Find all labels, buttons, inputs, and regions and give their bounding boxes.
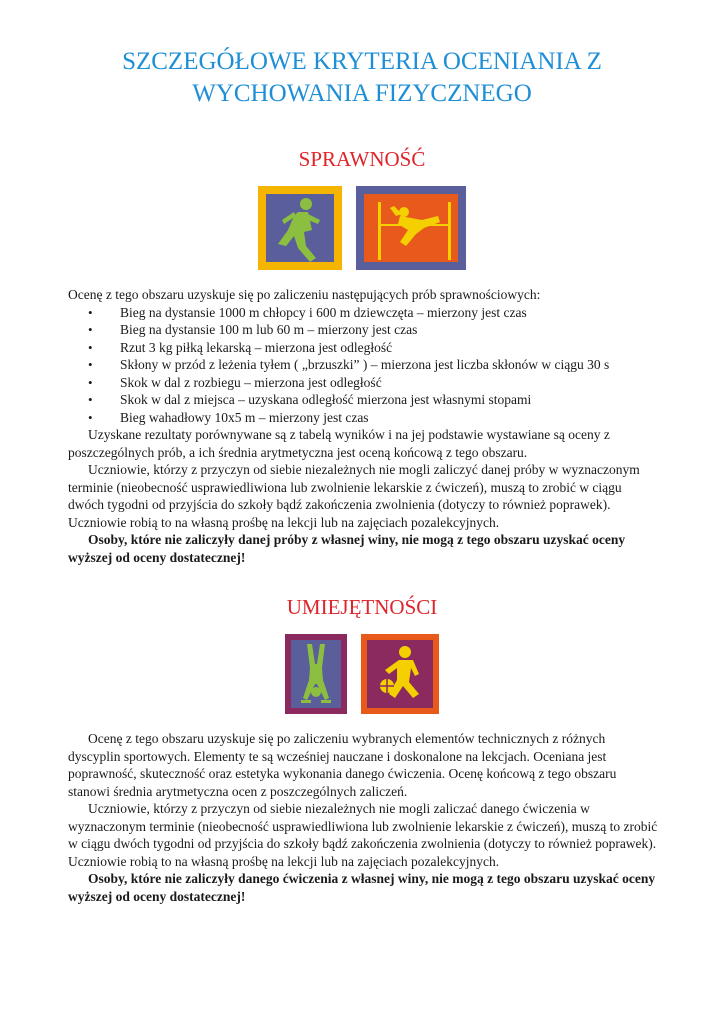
list-item: • Bieg na dystansie 100 m lub 60 m – mierzony jest czas	[68, 321, 658, 339]
title-line-1: SZCZEGÓŁOWE KRYTERIA OCENIANIA Z	[122, 48, 602, 75]
list-item: • Bieg wahadłowy 10x5 m – mierzony jest czas	[68, 409, 658, 427]
list-item: • Skok w dal z rozbiegu – mierzona jest odległość	[68, 374, 658, 392]
sprawnosc-warning: Osoby, które nie zaliczyły danej próby z własnej winy, nie mogą z tego obszaru uzyskać oceny wyższej od oceny dostatecznej!	[68, 532, 626, 565]
runner-icon	[258, 186, 342, 270]
umiejetnosci-text	[68, 730, 658, 905]
sprawnosc-paragraph-1: Uzyskane rezultaty porównywane są z tabelą wyników i na jej podstawie wystawiane są oceny z poszczególnych prób, a ich średnia arytmetyczna jest oceną końcową z tego obszaru.	[68, 427, 610, 460]
list-item: • Skok w dal z miejsca – uzyskana odległość mierzona jest własnymi stopami	[68, 391, 658, 409]
section-heading-umiejetnosci: UMIEJĘTNOŚCI	[286, 595, 438, 619]
umiejetnosci-icons	[0, 634, 724, 714]
list-item: • Skłony w przód z leżenia tyłem ( „brzuszki” ) – mierzona jest liczba skłonów w ciągu 30 s	[68, 356, 658, 374]
list-item: • Rzut 3 kg piłką lekarską – mierzona jest odległość	[68, 339, 658, 357]
umiejetnosci-warning: Osoby, które nie zaliczyły danego ćwiczenia z własnej winy, nie mogą z tego obszaru uzyskać oceny wyższej od oceny dostatecznej!	[68, 871, 656, 904]
section-heading-sprawnosc: SPRAWNOŚĆ	[298, 147, 426, 171]
basketball-player-icon	[361, 634, 439, 714]
sprawnosc-intro: Ocenę z tego obszaru uzyskuje się po zaliczeniu następujących prób sprawnościowych:	[68, 287, 541, 302]
high-jumper-icon	[356, 186, 466, 270]
umiejetnosci-paragraph-1: Ocenę z tego obszaru uzyskuje się po zaliczeniu wybranych elementów technicznych z różnych dyscyplin sportowych. Elementy te są wcześniej nauczane i doskonalone na lekcjach. Oceniana jest poprawność, skuteczność oraz estetyka wykonania danego ćwiczenia. Ocenę końcową z tego obszaru stanowi średnia arytmetyczna ocen z poszczególnych zaliczeń.	[68, 731, 617, 799]
tests-list	[68, 304, 658, 427]
page-title	[40, 46, 684, 110]
sprawnosc-icons	[0, 186, 724, 270]
sprawnosc-paragraph-2: Uczniowie, którzy z przyczyn od siebie niezależnych nie mogli zaliczyć danej próby w wyznaczonym terminie (nieobecność usprawiedliwiona lub zwolnienie lekarskie z ćwiczeń), muszą to zrobić w ciągu dwóch tygodni od przyjścia do szkoły bądź zakończenia zwolnienia (dotyczy to również poprawek). Uczniowie robią to na własną prośbę na lekcji lub na zajęciach pozalekcyjnych.	[68, 462, 640, 530]
sprawnosc-text	[68, 286, 658, 566]
handstand-gymnast-icon	[285, 634, 347, 714]
title-line-2: WYCHOWANIA FIZYCZNEGO	[192, 80, 532, 107]
list-item: • Bieg na dystansie 1000 m chłopcy i 600 m dziewczęta – mierzony jest czas	[68, 304, 658, 322]
umiejetnosci-paragraph-2: Uczniowie, którzy z przyczyn od siebie niezależnych nie mogli zaliczać danego ćwiczenia w wyznaczonym terminie (nieobecność usprawiedliwiona lub zwolnienie lekarskie z ćwiczeń), muszą to zrobić w ciągu dwóch tygodni od przyjścia do szkoły bądź zakończenia zwolnienia (dotyczy to również poprawek). Uczniowie robią to na własną prośbę na lekcji lub na zajęciach pozalekcyjnych.	[68, 801, 658, 869]
